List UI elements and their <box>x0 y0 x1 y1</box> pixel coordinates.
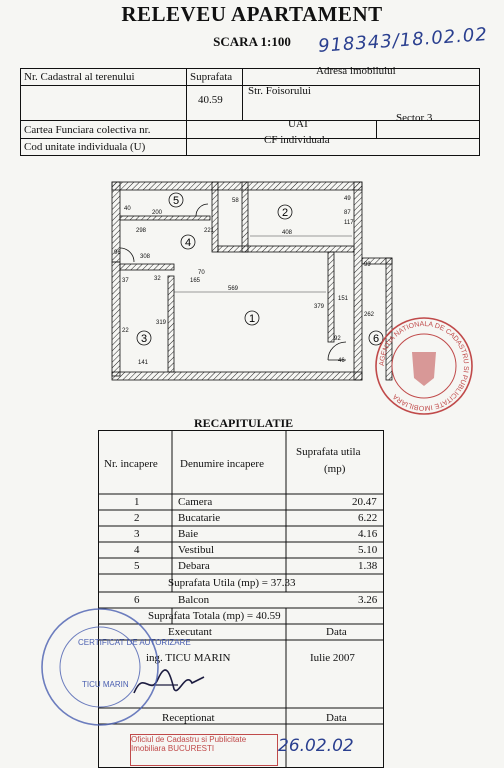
dim-40: 40 <box>124 206 131 212</box>
row-name: Debara <box>178 560 210 572</box>
row-nr: 2 <box>134 512 140 524</box>
col-area-unit: (mp) <box>324 463 346 475</box>
dim-569: 569 <box>228 286 239 292</box>
row-nr: 5 <box>134 560 140 572</box>
dim-262: 262 <box>364 312 375 318</box>
dim-117: 117 <box>344 220 354 226</box>
dim-37: 37 <box>122 278 129 284</box>
row-nr: 6 <box>134 594 140 606</box>
room-number-1: 1 <box>249 313 256 325</box>
dim-96: 96 <box>114 250 121 256</box>
useful-total: Suprafata Utila (mp) = 37.33 <box>168 577 296 589</box>
header-table <box>20 65 480 156</box>
row-area: 6.22 <box>358 512 378 524</box>
dim-92: 92 <box>334 336 341 342</box>
unit-code-label: Cod unitate individuala (U) <box>24 141 146 153</box>
row-name: Balcon <box>178 594 210 606</box>
room-number-4: 4 <box>185 237 192 249</box>
room-number-5: 5 <box>173 195 180 207</box>
stamp-left-text: CERTIFICAT DE AUTORIZARE <box>78 638 191 647</box>
row-area: 20.47 <box>352 496 377 508</box>
surface-value: 40.59 <box>198 94 223 106</box>
date-label-2: Data <box>326 712 347 724</box>
row-nr: 1 <box>134 496 140 508</box>
row-nr: 3 <box>134 528 140 540</box>
dim-141: 141 <box>138 360 149 366</box>
row-area: 5.10 <box>358 544 378 556</box>
dim-46: 46 <box>338 358 345 364</box>
sector-value: Sector 3 <box>396 112 433 124</box>
cf-individuala-label: CF individuala <box>264 134 330 146</box>
dim-221: 221 <box>204 228 215 234</box>
row-nr: 4 <box>134 544 140 556</box>
stamp-left-name: TICU MARIN <box>82 680 129 689</box>
col-name-header: Denumire incapere <box>180 458 264 470</box>
dim-22: 22 <box>122 328 129 334</box>
executant-date: Iulie 2007 <box>310 652 355 664</box>
dim-32: 32 <box>154 276 161 282</box>
col-area-header: Suprafata utila <box>296 446 361 458</box>
executant-name: ing. TICU MARIN <box>146 652 231 664</box>
row-area: 1.38 <box>358 560 378 572</box>
cadastral-label: Nr. Cadastral al terenului <box>24 71 135 83</box>
row-name: Vestibul <box>178 544 215 556</box>
dim-151: 151 <box>338 296 349 302</box>
handwritten-reception-date: 26.02.02 <box>278 736 354 756</box>
uat-label: UAT <box>288 118 310 130</box>
dim-99: 99 <box>364 262 371 268</box>
room-number-2: 2 <box>282 207 289 219</box>
handwritten-registration-number: 918343/18.02.02 <box>317 24 489 57</box>
dim-298: 298 <box>136 228 147 234</box>
receptionat-label: Receptionat <box>162 712 215 724</box>
ocpi-stamp-bottom: Oficiul de Cadastru si Publicitate Imobiliara BUCURESTI <box>130 734 278 766</box>
grand-total: Suprafata Totala (mp) = 40.59 <box>148 610 281 622</box>
room-number-3: 3 <box>141 333 148 345</box>
room-number-6: 6 <box>373 333 380 345</box>
scale-label: SCARA 1:100 <box>213 34 291 49</box>
document-title: RELEVEU APARTAMENT <box>121 2 383 26</box>
cf-colectiva-label: Cartea Funciara colectiva nr. <box>24 124 151 136</box>
executant-label: Executant <box>168 626 212 638</box>
floor-plan <box>100 176 400 386</box>
row-name: Bucatarie <box>178 512 221 524</box>
dim-70: 70 <box>198 270 205 276</box>
dim-319: 319 <box>156 320 167 326</box>
dim-49: 49 <box>344 196 351 202</box>
dim-200: 200 <box>152 210 163 216</box>
dim-379: 379 <box>314 304 325 310</box>
dim-308: 308 <box>140 254 151 260</box>
date-label: Data <box>326 626 347 638</box>
row-area: 3.26 <box>358 594 378 606</box>
recap-title: RECAPITULATIE <box>194 416 294 430</box>
dim-58: 58 <box>232 198 239 204</box>
dim-165: 165 <box>190 278 201 284</box>
street-value: Str. Foisorului <box>248 85 311 97</box>
row-area: 4.16 <box>358 528 378 540</box>
stamp-right-text: AGENTIA NATIONALA DE CADASTRU SI PUBLICITATE IMOBILIARA <box>378 320 470 412</box>
dim-87: 87 <box>344 210 351 216</box>
col-nr-header: Nr. incapere <box>104 458 158 470</box>
row-name: Baie <box>178 528 199 540</box>
cadastre-stamp-right <box>372 314 476 418</box>
address-label: Adresa imobilului <box>316 65 396 77</box>
surface-label: Suprafata <box>190 71 233 83</box>
row-name: Camera <box>178 496 213 508</box>
dim-408: 408 <box>282 230 293 236</box>
